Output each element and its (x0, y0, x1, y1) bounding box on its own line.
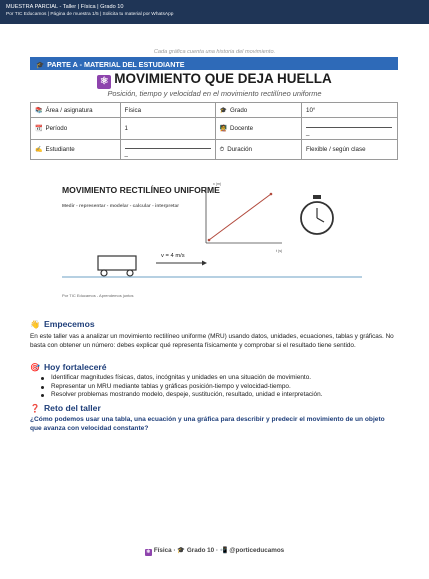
atom-icon: ⚛ (97, 75, 111, 89)
info-value: Física (120, 103, 215, 118)
info-row (31, 103, 398, 118)
info-key: ✍ Estudiante (31, 140, 121, 160)
calendar-icon: 📆 (35, 126, 43, 132)
list-item: Representar un MRU mediante tablas y gráficas posición-tiempo y velocidad-tiempo. (40, 383, 400, 392)
page-title-text: MOVIMIENTO QUE DEJA HUELLA (114, 71, 332, 86)
end-point (270, 193, 273, 196)
section-heading-challenge: ❓ Reto del taller (30, 403, 101, 413)
list-item: Identificar magnitudes físicas, datos, incógnitas y unidades en una situación de movimiento. (40, 374, 400, 383)
part-label: PARTE A - MATERIAL DEL ESTUDIANTE (47, 60, 185, 69)
graduation-cap-icon: 🎓 (36, 62, 45, 69)
fill-line (306, 122, 392, 128)
fill-line (125, 143, 211, 149)
tagline: Cada gráfica cuenta una historia del movimiento. (153, 49, 276, 55)
info-value: 10° (302, 103, 398, 118)
start-paragraph: En este taller vas a analizar un movimiento rectilíneo uniforme (MRU) usando datos, unidades, ecuaciones, tablas y gráficas. No basta con obtener un número: debes explicar qué representa físicamente y comprobar si el resultado tiene sentido. (30, 333, 394, 349)
page-subtitle: Posición, tiempo y velocidad en el movimiento rectilíneo uniforme (107, 89, 322, 98)
graduation-cap-icon: 🎓 (177, 547, 186, 554)
page-footer: ⚛ Física · 🎓 Grado 10 · 📲 @porticeducamos (146, 547, 285, 555)
list-item: Resolver problemas mostrando modelo, despeje, sustitución, resultado, unidad e interpretación. (40, 391, 400, 400)
top-banner (0, 0, 429, 24)
start-point (208, 239, 211, 242)
x-axis-label: t (s) (276, 249, 283, 253)
illustration-background (56, 177, 368, 305)
phone-icon: 📲 (219, 547, 228, 554)
info-row (31, 140, 398, 160)
section-heading-goals: 🎯 Hoy fortaleceré (30, 362, 107, 372)
info-key: 🎓 Grado (215, 103, 301, 118)
mru-illustration (56, 177, 368, 305)
atom-icon: ⚛ (146, 549, 151, 555)
teacher-icon: 🧑‍🏫 (219, 126, 228, 132)
y-axis-label: x (m) (213, 182, 222, 186)
info-key: ⏱ Duración (215, 140, 301, 160)
info-key: 🧑‍🏫 Docente (215, 118, 301, 140)
stopwatch-icon: ⏱ (219, 146, 225, 153)
illustration-credit: Por TIC Educamos - Aprendemos juntos (62, 293, 134, 298)
challenge-question: ¿Cómo podemos usar una tabla, una ecuación y una gráfica para describir y predecir el movimiento de un objeto que avanza con velocidad constante? (30, 416, 385, 432)
banner-subtitle: Por TIC Educamos | Página de muestra 1/5 | Solicita tu material por WhatsApp (6, 12, 174, 17)
graduation-cap-icon: 🎓 (219, 107, 228, 114)
separator: · (173, 547, 178, 554)
banner-title: MUESTRA PARCIAL - Taller | Física | Grado 10 (6, 4, 124, 10)
question-mark-icon: ❓ (30, 404, 40, 413)
info-row (31, 118, 398, 140)
info-key: 📚 Área / asignatura (31, 103, 121, 118)
info-table (30, 102, 398, 160)
waving-hand-icon: 👋 (30, 320, 40, 329)
illustration-subtitle: Medir - representar - modelar - calcular - interpretar (62, 204, 180, 209)
illustration-title: MOVIMIENTO RECTILÍNEO UNIFORME (62, 185, 220, 195)
teacher-field[interactable]: _ (302, 118, 398, 140)
books-icon: 📚 (35, 107, 43, 114)
part-banner (30, 57, 398, 70)
info-key: 📆 Período (31, 118, 121, 140)
section-heading-start: 👋 Empecemos (30, 319, 95, 329)
info-value: 1 (120, 118, 215, 140)
page-title (0, 71, 429, 89)
info-value: Flexible / según clase (302, 140, 398, 160)
velocity-label: v = 4 m/s (161, 253, 185, 259)
student-field[interactable]: _ (120, 140, 215, 160)
separator: · (215, 547, 220, 554)
writing-hand-icon: ✍ (35, 147, 43, 153)
target-icon: 🎯 (30, 363, 40, 372)
goals-list (40, 374, 400, 400)
